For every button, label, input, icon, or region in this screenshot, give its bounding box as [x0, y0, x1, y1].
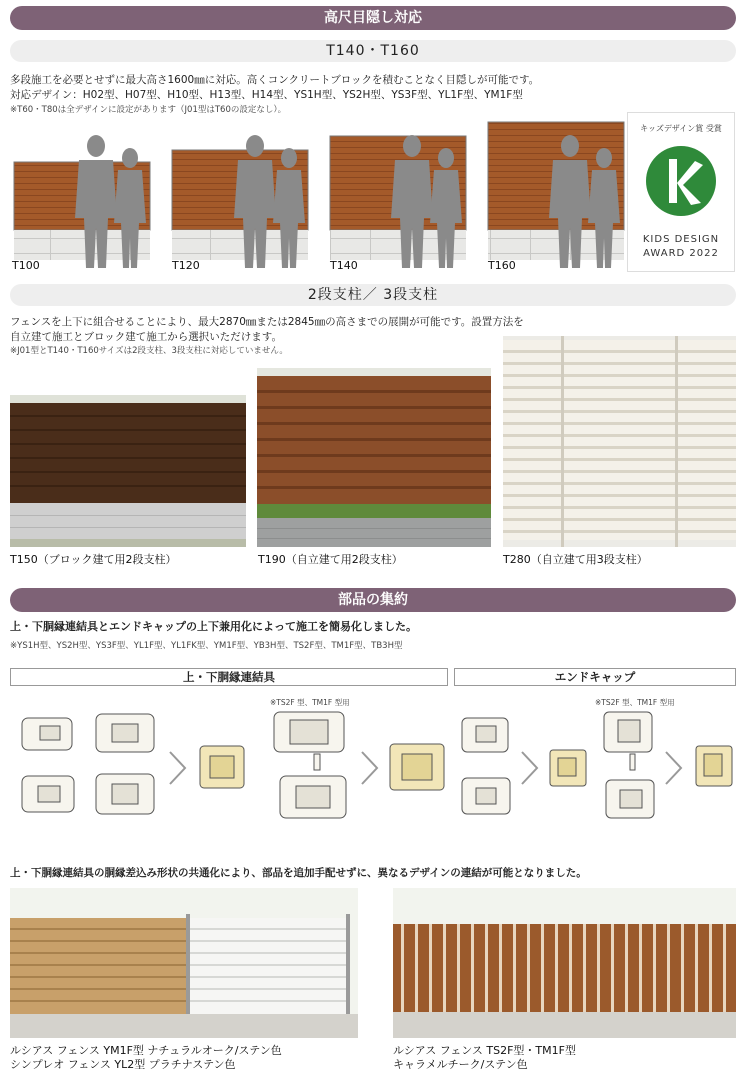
- label-t120: T120: [172, 259, 200, 272]
- parts-diagram: [10, 704, 736, 834]
- s3-headline: 上・下胴縁連結具とエンドキャップの上下兼用化によって施工を簡易化しました。: [10, 620, 417, 633]
- connector-note: ※TS2F 型、TM1F 型用: [270, 698, 350, 707]
- subtitle-2-3-post: 2段支柱／ 3段支柱: [10, 284, 736, 306]
- caption-left-2: シンプレオ フェンス YL2型 プラチナステン色: [10, 1058, 236, 1071]
- subtitle-t140-t160: T140・T160: [10, 40, 736, 62]
- s2-text-line2: 自立建て施工とブロック建て施工から選択いただけます。: [10, 331, 282, 343]
- s1-note: ※T60・T80は全デザインに設定があります（J01型はT60の設定なし）。: [10, 105, 287, 115]
- photo-t190-art: [257, 368, 491, 547]
- endcap-note: ※TS2F 型、TM1F 型用: [595, 698, 675, 707]
- label-t160: T160: [488, 259, 516, 272]
- caption-t150: T150（ブロック建て用2段支柱）: [10, 553, 177, 566]
- s2-text-line1: フェンスを上下に組合せることにより、最大2870㎜または2845㎜の高さまでの展開が可能です。設置方法を: [10, 316, 524, 328]
- fence-t100: [14, 135, 150, 268]
- photo-t150-art: [10, 395, 246, 547]
- s1-text-line1: 多段施工を必要とせずに最大高さ1600㎜に対応。高くコンクリートブロックを積むことなく目隠しが可能です。: [10, 74, 540, 86]
- caption-t280: T280（自立建て用3段支柱）: [503, 553, 648, 566]
- award-line1: KIDS DESIGN: [642, 234, 720, 245]
- heading-connector: 上・下胴縁連結具: [10, 668, 448, 686]
- photo-t150: [10, 395, 246, 547]
- s4-headline: 上・下胴縁連結具の胴縁差込み形状の共通化により、部品を追加手配せずに、異なるデザインの連結が可能となりました。: [10, 867, 587, 879]
- photo-t280: [503, 336, 736, 547]
- section-title-parts: 部品の集約: [10, 588, 736, 612]
- label-t140: T140: [330, 259, 358, 272]
- fence-t160: [488, 122, 624, 268]
- s3-note: ※YS1H型、YS2H型、YS3F型、YL1F型、YL1FK型、YM1F型、YB3H型、TS2F型、TM1F型、TB3H型: [10, 641, 403, 651]
- photo-right-art: [393, 888, 736, 1038]
- caption-right-1: ルシアス フェンス TS2F型・TM1F型: [393, 1044, 576, 1057]
- fence-height-illustrations: [10, 118, 625, 276]
- award-line2: AWARD 2022: [643, 248, 719, 259]
- photo-left-art: [10, 888, 358, 1038]
- heading-end-cap: エンドキャップ: [454, 668, 736, 686]
- fence-t140: [330, 135, 466, 268]
- photo-t190: [257, 368, 491, 547]
- caption-left-1: ルシアス フェンス YM1F型 ナチュラルオーク/ステン色: [10, 1044, 282, 1057]
- caption-right-2: キャラメルチーク/ステン色: [393, 1058, 528, 1071]
- award-top-text: キッズデザイン賞 受賞: [640, 124, 722, 133]
- s2-note: ※J01型とT140・T160サイズは2段支柱、3段支柱に対応していません。: [10, 346, 288, 356]
- label-t100: T100: [12, 259, 40, 272]
- section-title-high-screen: 高尺目隠し対応: [10, 6, 736, 30]
- caption-t190: T190（自立建て用2段支柱）: [258, 553, 403, 566]
- s1-text-line2: 対応デザイン：H02型、H07型、H10型、H13型、H14型、YS1H型、YS2H型、YS3F型、YL1F型、YM1F型: [10, 89, 523, 101]
- photo-mixed-fence-right: [393, 888, 736, 1038]
- photo-mixed-fence-left: [10, 888, 358, 1038]
- photo-t280-art: [503, 336, 736, 547]
- kids-design-logo-icon: [645, 145, 717, 217]
- kids-design-award-badge: [627, 112, 735, 272]
- fence-t120: [172, 135, 308, 268]
